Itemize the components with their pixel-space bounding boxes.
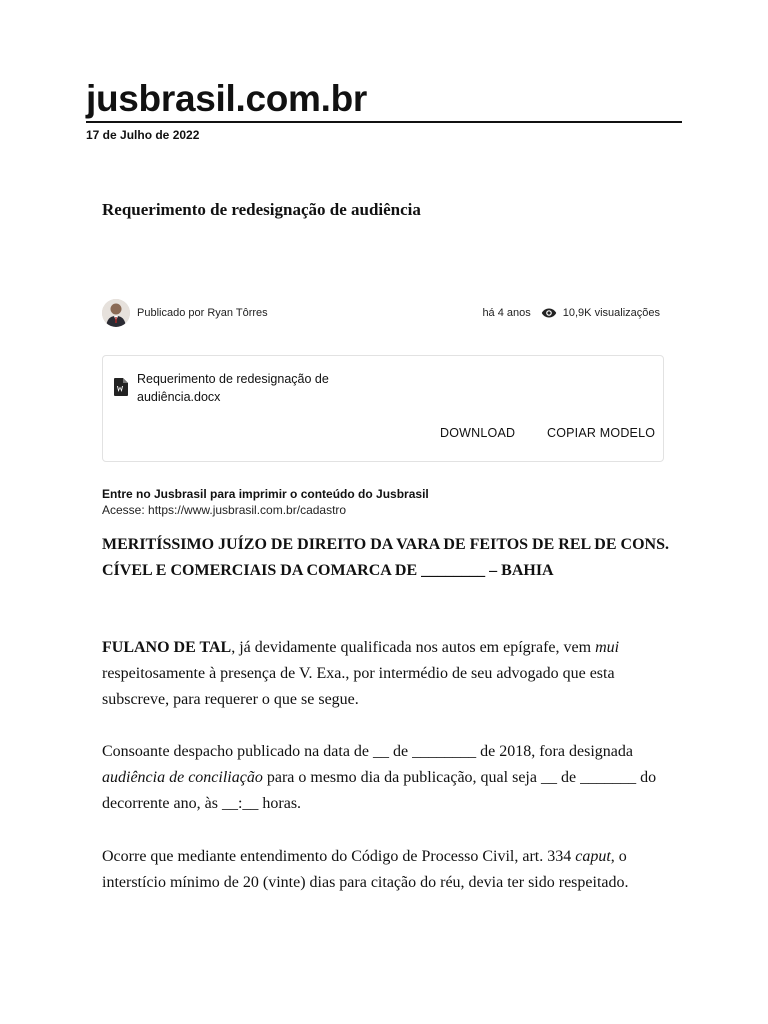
paragraph-1 bbox=[102, 635, 672, 713]
party-name: FULANO DE TAL bbox=[102, 639, 232, 656]
paragraph-3-text-b: , o interstício mínimo de 20 (vinte) dias para citação do réu, devia ter sido respeitado. bbox=[102, 848, 629, 891]
paragraph-3 bbox=[102, 844, 672, 896]
word-file-icon bbox=[114, 378, 128, 396]
copy-template-button[interactable]: COPIAR MODELO bbox=[547, 426, 656, 440]
addressee-heading: MERITÍSSIMO JUÍZO DE DIREITO DA VARA DE FEITOS DE REL DE CONS. CÍVEL E COMERCIAIS DA COMARCA DE ________ – BAHIA bbox=[102, 536, 669, 579]
paragraph-1-italic: mui bbox=[595, 639, 620, 656]
view-count: 10,9K visualizações bbox=[562, 307, 660, 319]
paragraph-1-text-a: , já devidamente qualificada nos autos em epígrafe, vem bbox=[231, 639, 596, 656]
author-row bbox=[102, 298, 660, 328]
paragraph-2-italic: audiência de conciliação bbox=[102, 769, 263, 786]
paragraph-2-text-a: Consoante despacho publicado na data de __ de ________ de 2018, fora designada bbox=[102, 743, 633, 760]
paragraph-3-text-a: Ocorre que mediante entendimento do Código de Processo Civil, art. 334 bbox=[102, 848, 576, 865]
paragraph-2 bbox=[102, 739, 672, 817]
paragraph-1-text-b: respeitosamente à presença de V. Exa., por intermédio de seu advogado que esta subscreve, para requerer o que se segue. bbox=[102, 665, 615, 708]
file-card bbox=[102, 355, 664, 462]
site-name[interactable]: jusbrasil.com.br bbox=[86, 78, 368, 119]
notice-login-text: Entre no Jusbrasil para imprimir o conteúdo do Jusbrasil bbox=[102, 487, 429, 501]
published-by[interactable]: Publicado por Ryan Tôrres bbox=[137, 307, 268, 319]
header-divider bbox=[86, 121, 682, 123]
time-ago: há 4 anos bbox=[482, 307, 531, 319]
site-header bbox=[86, 78, 682, 142]
eye-icon bbox=[541, 307, 557, 319]
file-name[interactable]: Requerimento de redesignação de audiência.docx bbox=[137, 372, 329, 404]
document-title: Requerimento de redesignação de audiência bbox=[102, 200, 421, 219]
publication-date: 17 de Julho de 2022 bbox=[86, 128, 200, 142]
post-meta bbox=[482, 307, 660, 319]
download-button[interactable]: DOWNLOAD bbox=[440, 426, 516, 440]
paragraph-2-text-b: para o mesmo dia da publicação, qual seja __ de _______ do decorrente ano, às __:__ horas. bbox=[102, 769, 657, 812]
print-notice bbox=[102, 486, 429, 518]
paragraph-3-italic: caput bbox=[575, 848, 611, 865]
notice-signup-link[interactable]: Acesse: https://www.jusbrasil.com.br/cadastro bbox=[102, 503, 347, 517]
avatar[interactable] bbox=[102, 299, 130, 327]
